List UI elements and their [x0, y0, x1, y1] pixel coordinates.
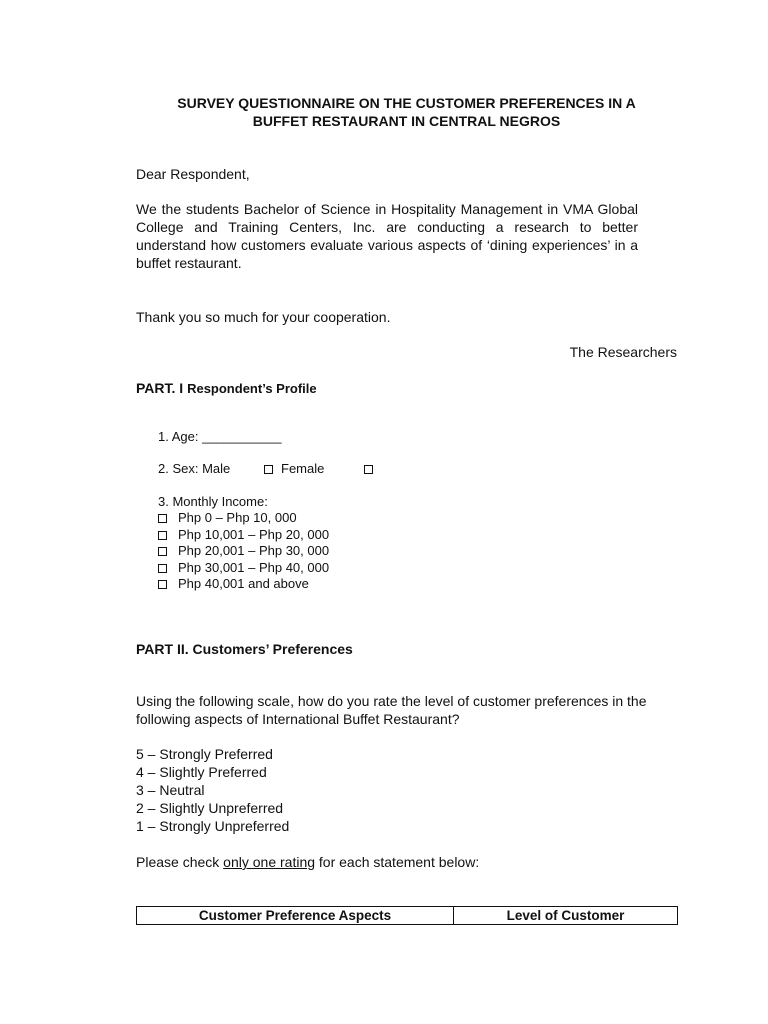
scale-item: 3 – Neutral [136, 782, 205, 798]
sex-male-label: 2. Sex: Male [158, 461, 231, 476]
male-checkbox[interactable] [264, 465, 273, 474]
scale-item: 5 – Strongly Preferred [136, 746, 273, 762]
part1-heading [136, 379, 317, 398]
signoff: The Researchers [569, 344, 677, 360]
age-field[interactable]: 1. Age: ___________ [158, 429, 282, 444]
intro-paragraph: We the students Bachelor of Science in Hospitality Management in VMA Global College and Training Centers, Inc. are conducting a research to better understand how customers evaluate various aspects of ‘dining experiences’ in a buffet restaurant. [136, 201, 638, 271]
greeting: Dear Respondent, [136, 166, 250, 182]
check-instruction-suffix: for each statement below: [315, 854, 480, 870]
scale-item: 2 – Slightly Unpreferred [136, 800, 284, 816]
preferences-table [136, 906, 678, 925]
part2-heading: PART II. Customers’ Preferences [136, 641, 353, 657]
title-line-1: SURVEY QUESTIONNAIRE ON THE CUSTOMER PREFERENCES IN A [177, 95, 636, 111]
part1-heading-prefix: PART. I [136, 380, 188, 396]
income-option[interactable] [158, 560, 329, 577]
sex-question [158, 460, 230, 477]
income-checkbox[interactable] [158, 547, 167, 556]
sex-female-label: Female [281, 461, 325, 476]
column-header-level: Level of Customer [454, 907, 678, 925]
check-instruction-emphasis: only one rating [223, 854, 316, 870]
thanks-text: Thank you so much for your cooperation. [136, 309, 391, 325]
column-header-aspects: Customer Preference Aspects [137, 907, 454, 925]
income-options [158, 510, 329, 593]
income-option-label: Php 40,001 and above [178, 576, 309, 591]
income-checkbox[interactable] [158, 564, 167, 573]
income-option[interactable] [158, 576, 329, 593]
income-checkbox[interactable] [158, 531, 167, 540]
income-checkbox[interactable] [158, 580, 167, 589]
income-question: 3. Monthly Income: [158, 494, 268, 509]
scale-instruction: Using the following scale, how do you rate the level of customer preferences in the following aspects of International Buffet Restaurant? [136, 693, 647, 727]
title-line-2: BUFFET RESTAURANT IN CENTRAL NEGROS [252, 113, 561, 129]
page-title [136, 94, 677, 130]
income-option[interactable] [158, 527, 329, 544]
income-checkbox[interactable] [158, 514, 167, 523]
part1-heading-title: Respondent’s Profile [187, 381, 317, 396]
income-option-label: Php 10,001 – Php 20, 000 [178, 526, 330, 542]
female-checkbox[interactable] [364, 465, 373, 474]
income-option[interactable] [158, 543, 329, 560]
scale-item: 1 – Strongly Unpreferred [136, 818, 290, 834]
income-option[interactable] [158, 510, 329, 527]
table-header-row [137, 907, 678, 925]
check-instruction [136, 853, 479, 871]
rating-scale [136, 745, 289, 835]
income-option-label: Php 20,001 – Php 30, 000 [178, 543, 330, 558]
check-instruction-prefix: Please check [136, 854, 224, 870]
income-option-label: Php 0 – Php 10, 000 [178, 510, 297, 525]
income-option-label: Php 30,001 – Php 40, 000 [178, 559, 330, 575]
scale-item: 4 – Slightly Preferred [136, 764, 267, 780]
